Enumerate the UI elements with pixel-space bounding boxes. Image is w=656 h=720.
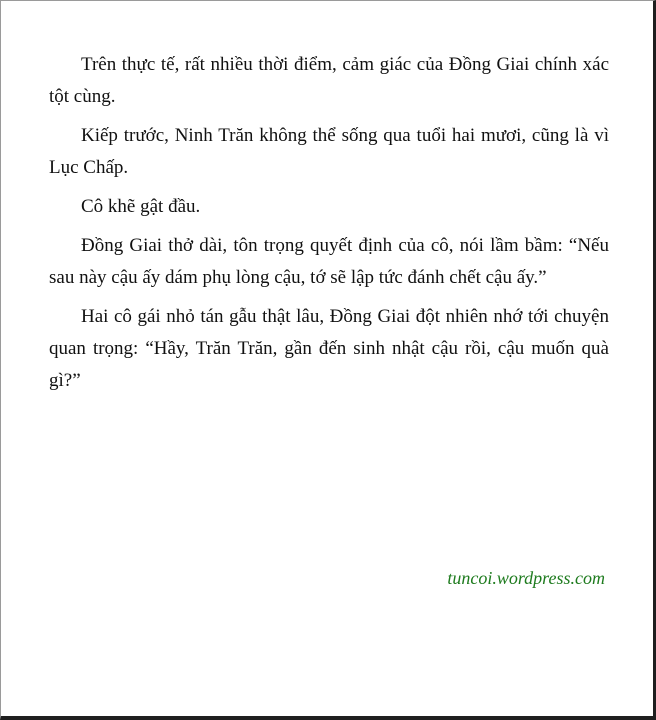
paragraph-5: Hai cô gái nhỏ tán gẫu thật lâu, Đồng Giai đột nhiên nhớ tới chuyện quan trọng: “Hầy, Trăn Trăn, gần đến sinh nhật cậu rồi, cậu muốn quà gì?” [49,306,609,391]
paragraph-2: Kiếp trước, Ninh Trăn không thể sống qua tuổi hai mươi, cũng là vì Lục Chấp. [49,125,609,178]
paragraph-4: Đồng Giai thở dài, tôn trọng quyết định của cô, nói lầm bầm: “Nếu sau này cậu ấy dám phụ lòng cậu, tớ sẽ lập tức đánh chết cậu ấy.” [49,235,609,288]
paragraph-3: Cô khẽ gật đầu. [81,196,201,217]
watermark-url: tuncoi.wordpress.com [447,568,605,588]
paragraph-1: Trên thực tế, rất nhiều thời điểm, cảm giác của Đồng Giai chính xác tột cùng. [49,54,609,107]
document-body [49,49,609,404]
